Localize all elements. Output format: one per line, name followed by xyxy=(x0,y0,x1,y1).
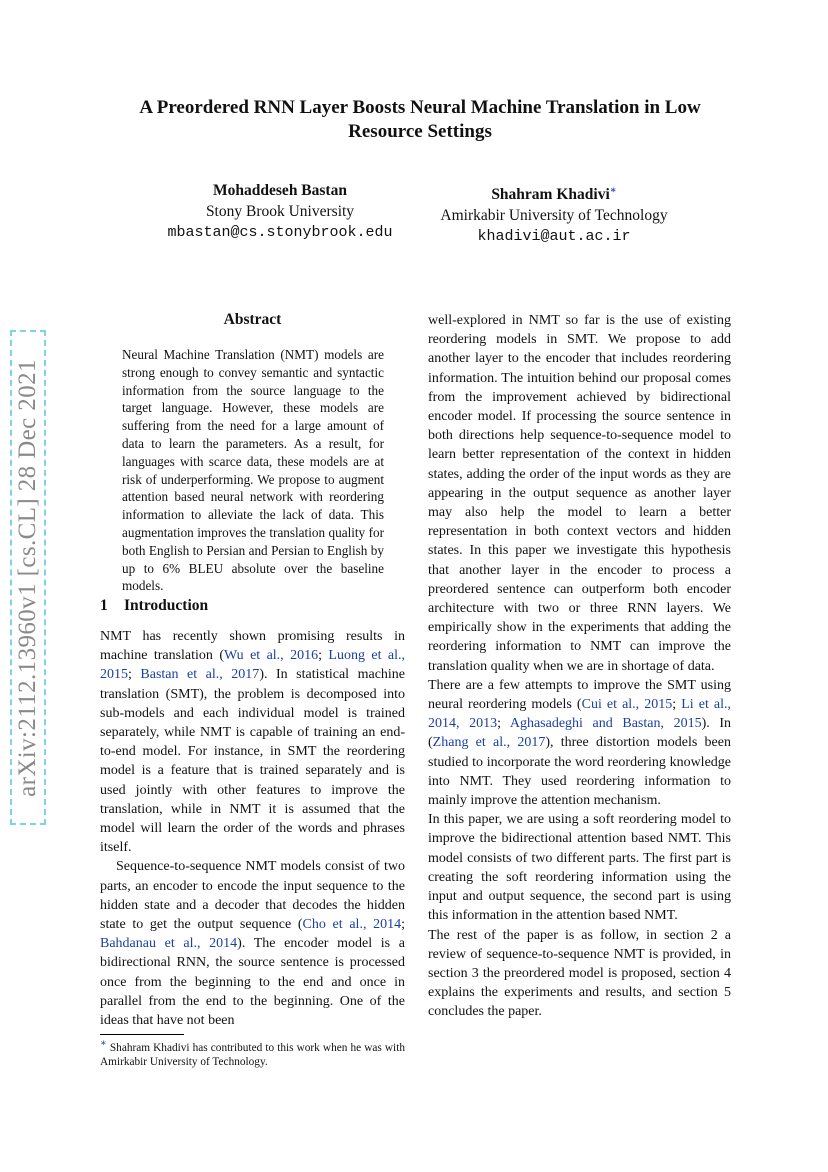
paragraph: The rest of the paper is as follow, in section 2 a review of sequence-to-sequence NMT is provided, in section 3 the preordered model is proposed, section 4 explains the experiments and results, and section 5 concludes the paper. xyxy=(428,927,731,1020)
abstract-text: Neural Machine Translation (NMT) models are strong enough to convey semantic and syntactic information from the source language to the target language. However, these models are suffering from the need for a large amount of data to learn the parameters. As a result, for languages with scarce data, these models are at risk of underperforming. We propose to augment attention based neural network with reordering information to alleviate the lack of data. This augmentation improves the translation quality for both English to Persian and Persian to English by up to 6% BLEU absolute over the baseline models. xyxy=(122,347,384,594)
paper-title xyxy=(100,96,740,144)
paragraph: well-explored in NMT so far is the use of existing reordering models in SMT. We propose to add another layer to the encoder that includes reordering information. The intuition behind our proposal comes from the improvement achieved by bidirectional encoder model. If processing the source sentence in both directions help sequence-to-sequence model to learn better representation of the context in hidden states, adding the order of the input words as they are appearing in the output sequence as another layer may also help the model to learn a better representation in both context vectors and hidden states. In this paper we investigate this hypothesis that another layer in the encoder to process a preordered sentence can outperform both encoder architecture with two or three RNN layers. We empirically show in the experiments that adding the reordering information to NMT can improve the translation quality when we are in shortage of data. xyxy=(428,313,731,674)
footnote-text: Shahram Khadivi has contributed to this work when he was with Amirkabir University of Technology. xyxy=(100,1041,405,1069)
title-line-1: A Preordered RNN Layer Boosts Neural Machine Translation in Low xyxy=(139,97,701,118)
paragraph-text: There are a few attempts to improve the SMT using neural reordering models ( xyxy=(428,677,731,713)
paragraph: In this paper, we are using a soft reordering model to improve the bidirectional attention based NMT. This model consists of two different parts. The first part is creating the soft reordering information using the input and output sequence, the second part is using this information in the attention based NMT. xyxy=(428,812,731,924)
author-name-line xyxy=(414,180,694,205)
citation-link[interactable]: Li et al., 2014, 2013 xyxy=(428,697,732,732)
paragraph-text: NMT has recently shown promising results in machine translation ( xyxy=(100,629,405,664)
author-block-1 xyxy=(140,180,420,243)
arxiv-stamp xyxy=(10,330,46,825)
paragraph xyxy=(100,627,405,857)
citation-link[interactable]: Zhang et al., 2017 xyxy=(432,735,546,751)
author-email: mbastan@cs.stonybrook.edu xyxy=(167,224,393,241)
left-column xyxy=(100,627,405,1030)
citation-link[interactable]: Cho et al., 2014 xyxy=(302,917,402,933)
paragraph-text: ; xyxy=(128,667,141,683)
paragraph-text: ), three distortion models been studied to incorporate the word reordering knowledge into NMT. They used reordering information to mainly improve the attention mechanism. xyxy=(428,735,731,809)
citation-link[interactable]: Bahdanau et al., 2014 xyxy=(100,936,238,952)
author-affiliation: Stony Brook University xyxy=(205,203,355,220)
right-column xyxy=(428,311,731,1022)
footnote-rule xyxy=(100,1034,184,1035)
author-affiliation: Amirkabir University of Technology xyxy=(440,207,668,225)
footnote-marker[interactable]: ∗ xyxy=(609,185,617,196)
paragraph-text: ; xyxy=(401,917,406,933)
title-line-2: Resource Settings xyxy=(348,121,492,142)
footnote-marker: ∗ xyxy=(100,1038,107,1049)
section-title: Introduction xyxy=(124,597,209,614)
author-name: Shahram Khadivi xyxy=(491,186,610,204)
paragraph-text: ). In statistical machine translation (SMT), the problem is decomposed into sub-models and each individual model is trained separately, while NMT is capable of training an end-to-end model. For instance, in SMT the reordering model is a feature that is trained separately and is used jointly with other features to improve the translation, while in NMT it is assumed that the model will learn the order of the words and phrases itself. xyxy=(100,667,406,856)
arxiv-stamp-text: arXiv:2112.13960v1 [cs.CL] 28 Dec 2021 xyxy=(14,358,41,797)
citation-link[interactable]: Wu et al., 2016 xyxy=(224,648,319,664)
paragraph-text: ; xyxy=(497,716,510,732)
paragraph xyxy=(428,676,731,810)
paragraph-text: Sequence-to-sequence NMT models consist of two parts, an encoder to encode the input sequence to the hidden state and a decoder that decodes the hidden state to get the output sequence ( xyxy=(100,859,405,933)
abstract-heading: Abstract xyxy=(223,311,282,328)
paragraph-text: ). In ( xyxy=(428,716,732,751)
author-block-2 xyxy=(414,180,694,247)
paragraph-text: ; xyxy=(318,648,329,664)
citation-link[interactable]: Aghasadeghi and Bastan, 2015 xyxy=(509,716,702,732)
author-email: khadivi@aut.ac.ir xyxy=(477,228,631,246)
citation-link[interactable]: Cui et al., 2015 xyxy=(581,697,673,713)
author-name: Mohaddeseh Bastan xyxy=(213,182,347,199)
footnote xyxy=(100,1037,405,1070)
section-number: 1 xyxy=(100,597,108,614)
paragraph-text: ; xyxy=(672,697,682,713)
citation-link[interactable]: Luong et al., 2015 xyxy=(100,648,405,683)
paragraph xyxy=(100,857,405,1030)
section-heading xyxy=(100,597,208,615)
paragraph-text: ). The encoder model is a bidirectional RNN, the source sentence is processed once from the beginning to the end and once in parallel from the end to the beginning. One of the ideas that have not been xyxy=(100,936,405,1029)
citation-link[interactable]: Bastan et al., 2017 xyxy=(140,667,260,683)
